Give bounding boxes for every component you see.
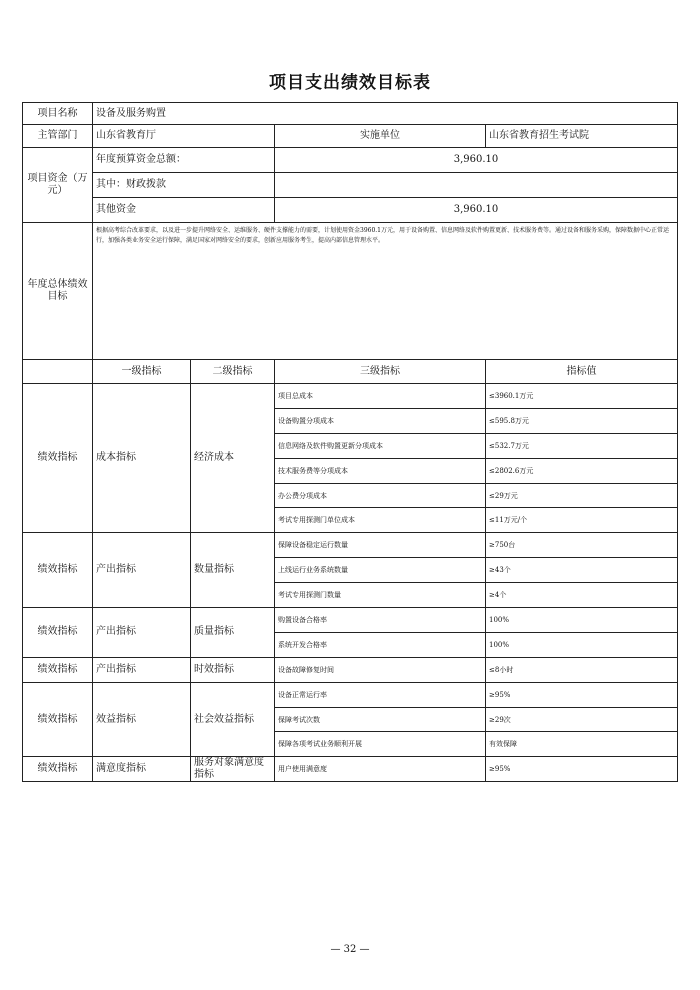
indicator-value: ≥95% <box>486 757 678 782</box>
indicator-value: ≤532.7万元 <box>486 433 678 458</box>
indicator-value: ≤29万元 <box>486 483 678 508</box>
level1-indicator: 产出指标 <box>93 533 191 608</box>
other-value: 3,960.10 <box>275 198 678 223</box>
header-level2: 二级指标 <box>191 360 275 384</box>
header-value: 指标值 <box>486 360 678 384</box>
indicator-value: ≥750台 <box>486 533 678 558</box>
funds-label: 项目资金（万元） <box>23 148 93 223</box>
level2-indicator: 服务对象满意度指标 <box>191 757 275 782</box>
group-label: 绩效指标 <box>23 682 93 757</box>
level3-indicator: 办公费分项成本 <box>275 483 486 508</box>
page-title: 项目支出绩效目标表 <box>269 73 431 93</box>
goal-label: 年度总体绩效目标 <box>23 223 93 360</box>
level3-indicator: 保障考试次数 <box>275 707 486 732</box>
indicator-row <box>23 657 678 682</box>
level1-indicator: 产出指标 <box>93 657 191 682</box>
level3-indicator: 上线运行业务系统数量 <box>275 558 486 583</box>
level2-indicator: 经济成本 <box>191 384 275 533</box>
group-label: 绩效指标 <box>23 657 93 682</box>
indicator-value: 100% <box>486 632 678 657</box>
level3-indicator: 购置设备合格率 <box>275 608 486 633</box>
level3-indicator: 技术服务费等分项成本 <box>275 458 486 483</box>
indicator-value: 100% <box>486 608 678 633</box>
header-level1: 一级指标 <box>93 360 191 384</box>
page-number: — 32 — <box>330 944 370 955</box>
header-blank <box>23 360 93 384</box>
level2-indicator: 质量指标 <box>191 608 275 658</box>
group-label: 绩效指标 <box>23 533 93 608</box>
level1-indicator: 效益指标 <box>93 682 191 757</box>
level3-indicator: 保障各项考试业务顺利开展 <box>275 732 486 757</box>
level1-indicator: 产出指标 <box>93 608 191 658</box>
performance-target-table <box>22 102 678 782</box>
group-label: 绩效指标 <box>23 384 93 533</box>
indicator-value: ≥29次 <box>486 707 678 732</box>
indicator-value: ≤595.8万元 <box>486 408 678 433</box>
other-label: 其他资金 <box>93 198 275 223</box>
indicator-value: ≥43个 <box>486 558 678 583</box>
indicator-row <box>23 757 678 782</box>
fiscal-value <box>275 173 678 198</box>
project-name-value: 设备及服务购置 <box>93 103 678 125</box>
dept-label: 主管部门 <box>23 125 93 148</box>
indicator-value: 有效保障 <box>486 732 678 757</box>
level3-indicator: 设备购置分项成本 <box>275 408 486 433</box>
total-label: 年度预算资金总额： <box>93 148 275 173</box>
indicator-value: ≤2802.6万元 <box>486 458 678 483</box>
level2-indicator: 社会效益指标 <box>191 682 275 757</box>
fiscal-label: 其中：财政拨款 <box>93 173 275 198</box>
dept-value: 山东省教育厅 <box>93 125 275 148</box>
level3-indicator: 设备正常运行率 <box>275 682 486 707</box>
project-name-label: 项目名称 <box>23 103 93 125</box>
level3-indicator: 系统开发合格率 <box>275 632 486 657</box>
level3-indicator: 用户使用满意度 <box>275 757 486 782</box>
level1-indicator: 成本指标 <box>93 384 191 533</box>
level3-indicator: 考试专用探测门数量 <box>275 583 486 608</box>
indicator-value: ≥4个 <box>486 583 678 608</box>
goal-text: 根据高考综合改革要求，以及进一步提升网络安全、运维服务、硬件支撑能力的需要，计划使用资金3960.1万元，用于设备购置、信息网络及软件购置更新、技术服务费等。通过设备和服务采购，保障数据中心正常运行，加强各类业务安全运行保障，满足国家对网络安全的要求，创新应用服务考生，提高内部信息管理水平。 <box>93 223 678 360</box>
indicator-row <box>23 608 678 633</box>
indicator-value: ≥95% <box>486 682 678 707</box>
level3-indicator: 设备故障修复时间 <box>275 657 486 682</box>
indicator-row <box>23 533 678 558</box>
group-label: 绩效指标 <box>23 608 93 658</box>
total-value: 3,960.10 <box>275 148 678 173</box>
level3-indicator: 信息网络及软件购置更新分项成本 <box>275 433 486 458</box>
level3-indicator: 保障设备稳定运行数量 <box>275 533 486 558</box>
impl-label: 实施单位 <box>275 125 486 148</box>
level3-indicator: 考试专用探测门单位成本 <box>275 508 486 533</box>
indicator-value: ≤11万元/个 <box>486 508 678 533</box>
header-level3: 三级指标 <box>275 360 486 384</box>
indicator-value: ≤8小时 <box>486 657 678 682</box>
group-label: 绩效指标 <box>23 757 93 782</box>
level2-indicator: 时效指标 <box>191 657 275 682</box>
level3-indicator: 项目总成本 <box>275 384 486 409</box>
impl-value: 山东省教育招生考试院 <box>486 125 678 148</box>
indicator-value: ≤3960.1万元 <box>486 384 678 409</box>
level2-indicator: 数量指标 <box>191 533 275 608</box>
indicator-row <box>23 682 678 707</box>
level1-indicator: 满意度指标 <box>93 757 191 782</box>
indicator-row <box>23 384 678 409</box>
